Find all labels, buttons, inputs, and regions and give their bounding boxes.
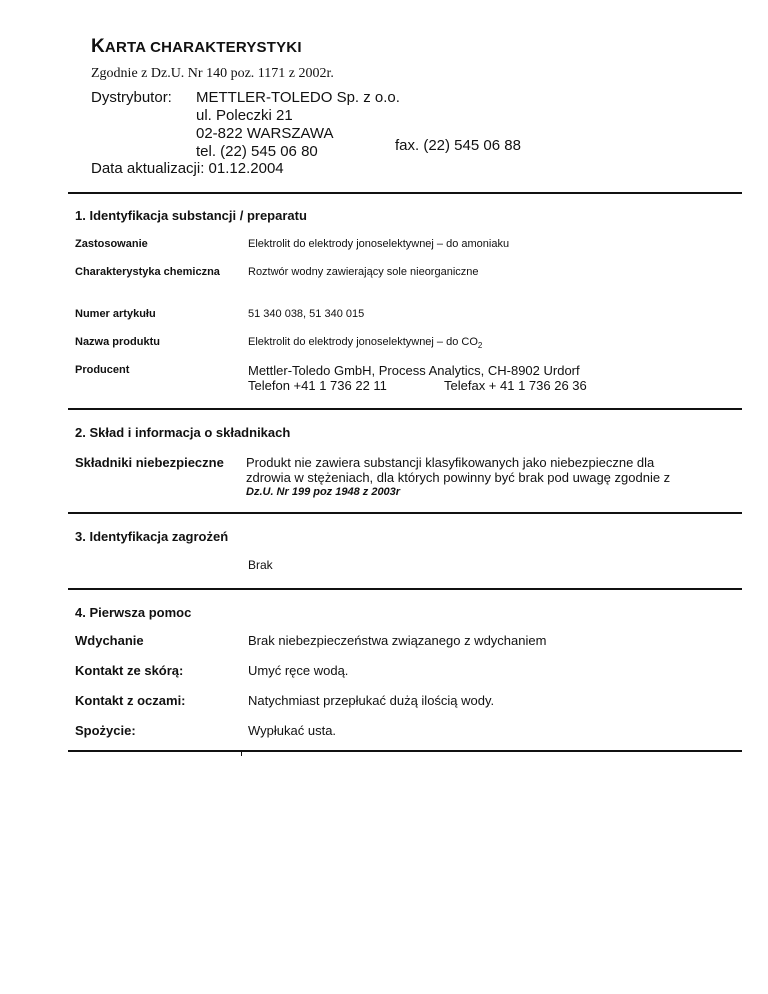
ingredients-line2: zdrowia w stężeniach, dla których powinny być brak pod uwagę zgodnie z: [246, 470, 671, 485]
distributor-label: Dystrybutor:: [91, 89, 172, 106]
value-skin-contact: Umyć ręce wodą.: [248, 663, 349, 678]
title-rest: ARTA CHARAKTERYSTYKI: [104, 39, 302, 56]
section-divider: [68, 408, 742, 410]
label-use: Zastosowanie: [75, 238, 148, 250]
value-producer: Mettler-Toledo GmbH, Process Analytics, CH-8902 Urdorf: [248, 363, 580, 378]
section-divider: [68, 512, 742, 514]
value-eye-contact: Natychmiast przepłukać dużą ilością wody.: [248, 693, 495, 708]
section2-title: 2. Skład i informacja o składnikach: [75, 425, 291, 440]
producer-fax: Telefax + 41 1 736 26 36: [444, 378, 587, 393]
label-skin-contact: Kontakt ze skórą:: [75, 663, 184, 678]
label-article-number: Numer artykułu: [75, 308, 156, 320]
section-divider: [68, 588, 742, 590]
section-divider: [68, 192, 742, 194]
label-chemical: Charakterystyka chemiczna: [75, 266, 220, 278]
label-producer: Producent: [75, 364, 130, 376]
product-name-text: Elektrolit do elektrody jonoselektywnej – do CO: [248, 336, 478, 348]
product-name-subscript: 2: [477, 341, 483, 351]
distributor-line: ul. Poleczki 21: [196, 107, 293, 124]
column-divider: [241, 750, 242, 756]
value-article-number: 51 340 038, 51 340 015: [248, 308, 365, 320]
ingredients-line1: Produkt nie zawiera substancji klasyfikowanych jako niebezpieczne dla: [246, 455, 655, 470]
section3-title: 3. Identyfikacja zagrożeń: [75, 529, 229, 544]
value-inhalation: Brak niebezpieczeństwa związanego z wdychaniem: [248, 633, 547, 648]
value-chemical: Roztwór wodny zawierający sole nieorganiczne: [248, 266, 479, 278]
label-inhalation: Wdychanie: [75, 633, 144, 648]
distributor-line: tel. (22) 545 06 80: [196, 143, 318, 160]
legal-basis: Zgodnie z Dz.U. Nr 140 poz. 1171 z 2002r.: [91, 66, 334, 81]
section1-title: 1. Identyfikacja substancji / preparatu: [75, 208, 307, 223]
title-initial: K: [91, 36, 105, 57]
update-date: Data aktualizacji: 01.12.2004: [91, 160, 284, 177]
document-title: [91, 36, 302, 58]
value-use: Elektrolit do elektrody jonoselektywnej – do amoniaku: [248, 238, 510, 250]
value-product-name: [248, 336, 482, 352]
label-eye-contact: Kontakt z oczami:: [75, 693, 186, 708]
value-ingestion: Wypłukać usta.: [248, 723, 337, 738]
distributor-line: METTLER-TOLEDO Sp. z o.o.: [196, 89, 400, 106]
section-divider: [68, 750, 742, 752]
distributor-fax: fax. (22) 545 06 88: [395, 137, 521, 154]
label-ingestion: Spożycie:: [75, 723, 136, 738]
ingredients-regulation: Dz.U. Nr 199 poz 1948 z 2003r: [246, 486, 401, 498]
label-hazardous-ingredients: Składniki niebezpieczne: [75, 455, 224, 470]
hazards-value: Brak: [248, 558, 273, 572]
section4-title: 4. Pierwsza pomoc: [75, 605, 192, 620]
producer-phone: Telefon +41 1 736 22 11: [248, 378, 387, 393]
distributor-line: 02-822 WARSZAWA: [196, 125, 334, 142]
distributor-address: [196, 89, 400, 161]
label-product-name: Nazwa produktu: [75, 336, 160, 348]
